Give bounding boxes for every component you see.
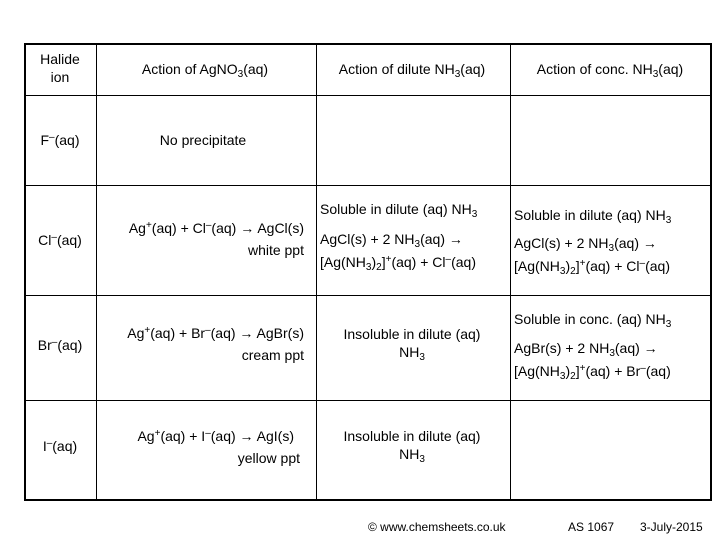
ion-bromide: Br–(aq): [37, 337, 83, 353]
fluoride-agno3: No precipitate: [159, 132, 247, 148]
bromide-ppt: cream ppt: [241, 347, 304, 363]
chloride-dilute-title: Soluble in dilute (aq) $NH_3$: [320, 201, 478, 220]
bromide-dilute: Insoluble in dilute (aq) $NH_3$: [343, 326, 481, 363]
header-halide-ion: Halide ion: [40, 51, 80, 85]
header-agno3: Action of AgNO$_3$(aq): [141, 61, 269, 80]
row-divider: [26, 95, 710, 96]
iodide-agno3-equation: Ag+(aq) + I–(aq) → AgI(s): [137, 428, 294, 444]
column-divider: [510, 45, 511, 499]
header-dilute-nh3: Action of dilute $NH_3(aq)$: [338, 61, 486, 80]
ion-fluoride: F–(aq): [40, 132, 80, 148]
chloride-dilute-equation-2: $[Ag(NH_3)_2]^+(aq) + Cl^-(aq)$: [320, 254, 476, 273]
header-conc-nh3: Action of conc. $NH_3(aq)$: [536, 61, 684, 80]
bromide-conc-title: Soluble in conc. (aq) $NH_3$: [514, 311, 672, 330]
iodide-dilute: Insoluble in dilute (aq) $NH_3$: [343, 428, 481, 465]
footer-code: AS 1067: [568, 520, 615, 534]
chloride-agno3-equation: Ag+(aq) + Cl–(aq) → AgCl(s): [128, 220, 304, 236]
row-divider: [26, 400, 710, 401]
bromide-agno3-equation: Ag+(aq) + Br–(aq) → AgBr(s): [127, 325, 304, 341]
chloride-conc-title: Soluble in dilute (aq) $NH_3$: [514, 207, 672, 226]
footer-date: 3-July-2015: [640, 520, 703, 534]
ion-iodide: I–(aq): [42, 438, 78, 454]
iodide-ppt: yellow ppt: [237, 450, 300, 466]
chloride-conc-equation-1: AgCl(s) + 2 $NH_3(aq)$ →: [514, 235, 657, 254]
row-divider: [26, 295, 710, 296]
row-divider: [26, 185, 710, 186]
chloride-dilute-equation-1: AgCl(s) + 2 $NH_3(aq)$ →: [320, 231, 463, 250]
chloride-ppt: white ppt: [247, 242, 304, 258]
chloride-conc-equation-2: $[Ag(NH_3)_2]^+(aq) + Cl^-(aq)$: [514, 258, 670, 277]
bromide-conc-equation-1: AgBr(s) + 2 $NH_3(aq)$ →: [514, 340, 658, 359]
bromide-conc-equation-2: $[Ag(NH_3)_2]^+(aq) + Br^-(aq)$: [514, 363, 671, 382]
ion-chloride: Cl–(aq): [38, 232, 82, 248]
footer-copyright: © www.chemsheets.co.uk: [368, 520, 506, 534]
